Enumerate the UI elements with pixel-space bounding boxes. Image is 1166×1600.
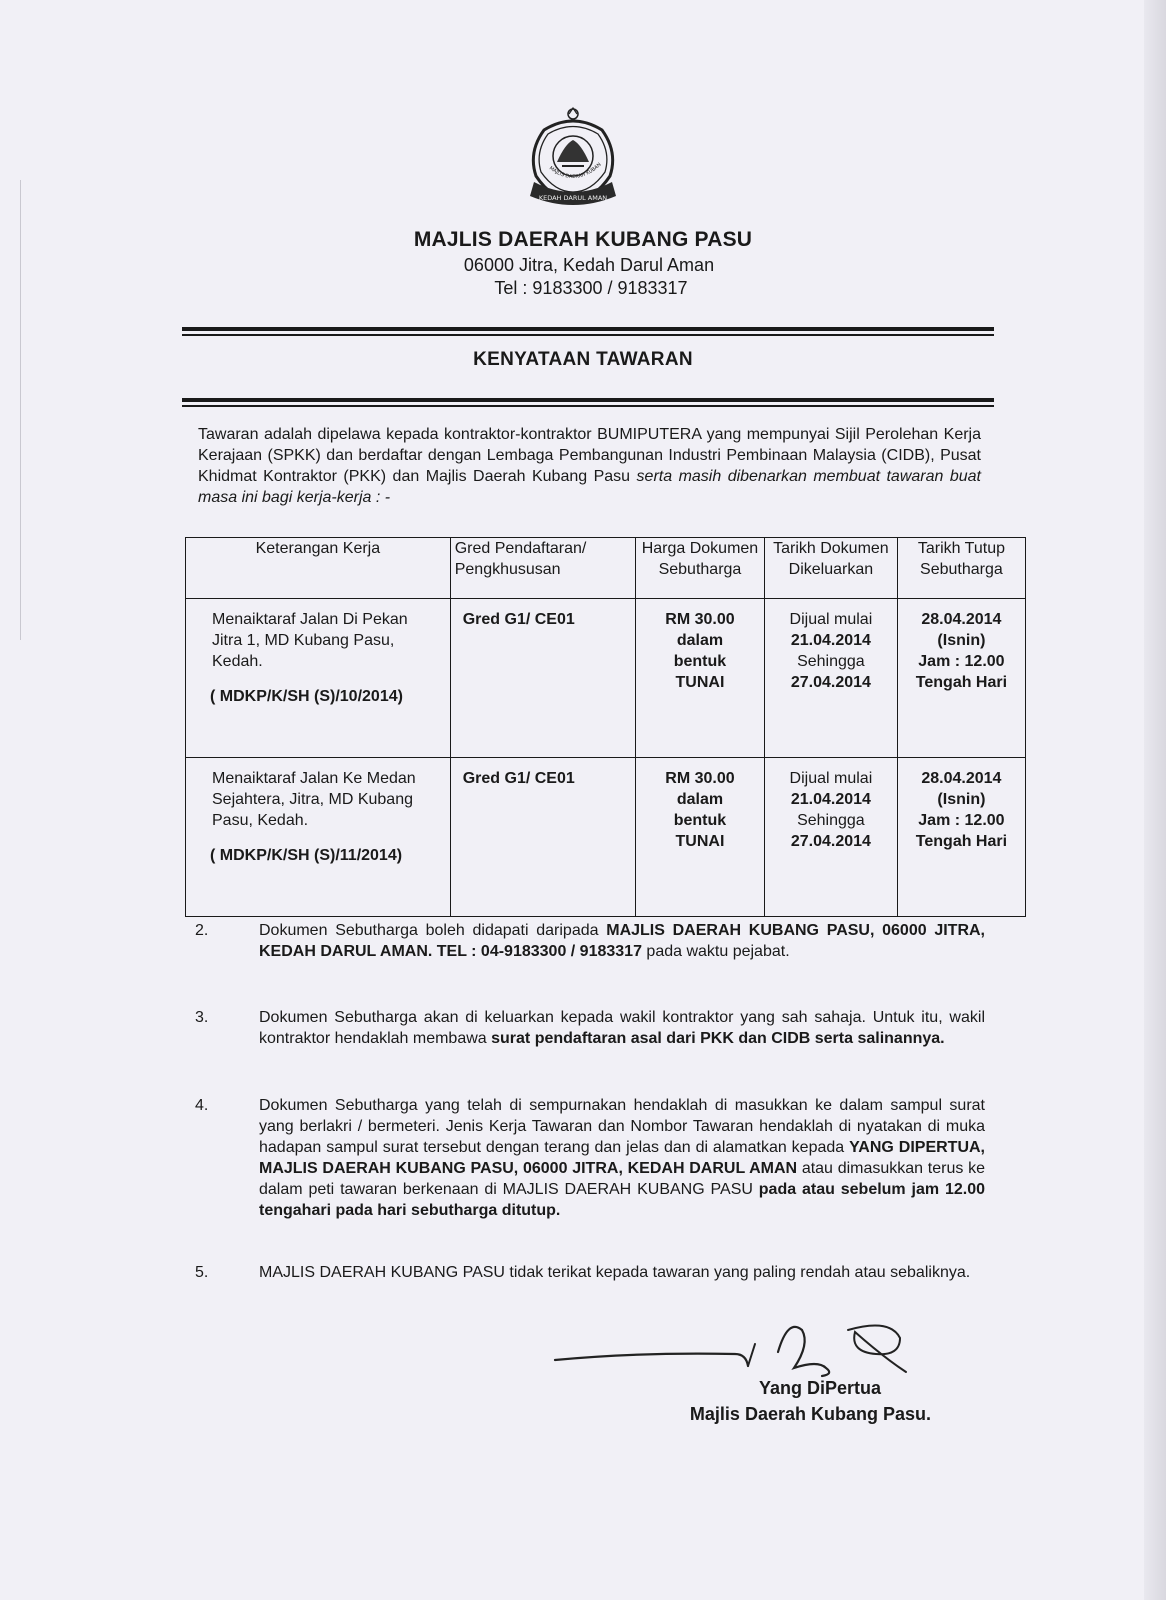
cell-grade: Gred G1/ CE01 <box>450 599 635 758</box>
table-row <box>186 599 1026 758</box>
paragraph-number: 4. <box>195 1097 209 1114</box>
cell-work <box>186 599 451 758</box>
price-amount: RM 30.00 <box>665 770 735 787</box>
paragraph-5 <box>195 1262 985 1283</box>
text-run-bold: surat pendaftaran asal dari PKK dan CIDB serta salinannya. <box>491 1030 945 1047</box>
cell-issue-date <box>764 758 897 917</box>
paragraph-number: 3. <box>195 1009 209 1026</box>
table-header-row <box>186 538 1026 599</box>
closing-period: Tengah Hari <box>915 674 1008 691</box>
price-line: bentuk <box>673 812 727 829</box>
paragraph-3 <box>195 1007 985 1049</box>
text-run: Dokumen Sebutharga yang telah di sempurnakan hendaklah di masukkan ke dalam sampul surat yang berlakri / bermeteri. Jenis Kerja Tawaran dan Nombor Tawaran hendaklah di nyatakan di muka hadapan sampul surat tersebut dengan terang dan jelas dan di alamatkan kepada <box>259 1097 985 1156</box>
divider-top-thick <box>182 327 994 331</box>
issue-until-label: Sehingga <box>797 653 865 670</box>
closing-day: (Isnin) <box>937 791 986 808</box>
cell-price <box>635 599 764 758</box>
paragraph-4 <box>195 1095 985 1221</box>
price-line: dalam <box>676 791 724 808</box>
issue-label: Dijual mulai <box>789 770 873 787</box>
table-row <box>186 758 1026 917</box>
issue-from-date: 21.04.2014 <box>790 632 871 649</box>
work-description: Menaiktaraf Jalan Ke Medan Sejahtera, Jitra, MD Kubang Pasu, Kedah. <box>212 770 416 829</box>
signatory-organization: Majlis Daerah Kubang Pasu. <box>689 1404 931 1424</box>
header-price: Harga Dokumen Sebutharga <box>635 538 764 599</box>
text-run-bold: pada atau sebelum jam 12.00 tengahari pada hari sebutharga ditutup. <box>259 1181 985 1219</box>
paragraph-text <box>259 920 985 962</box>
divider-bottom-thin <box>182 405 994 407</box>
organization-name: MAJLIS DAERAH KUBANG PASU <box>413 228 753 251</box>
paragraph-text <box>259 1095 985 1221</box>
header-issue-date: Tarikh Dokumen Dikeluarkan <box>764 538 897 599</box>
paragraph-number: 5. <box>195 1264 209 1281</box>
price-amount: RM 30.00 <box>665 611 735 628</box>
cell-closing-date <box>897 758 1025 917</box>
tender-table <box>185 537 1026 917</box>
intro-main-text: Tawaran adalah dipelawa kepada kontraktor-kontraktor BUMIPUTERA yang mempunyai Sijil Perolehan Kerja Kerajaan (SPKK) dan berdaftar dengan Lembaga Pembangunan Industri Pembinaan Malaysia (CIDB), Pusat Khidmat Kontraktor (PKK) dan Majlis Daerah Kubang Pasu <box>198 426 981 485</box>
issue-label: Dijual mulai <box>789 611 873 628</box>
paragraph-text <box>259 1007 985 1049</box>
text-run: atau dimasukkan terus ke dalam peti tawaran berkenaan di MAJLIS DAERAH KUBANG PASU <box>259 1160 985 1198</box>
header-work: Keterangan Kerja <box>186 538 451 599</box>
closing-time: Jam : 12.00 <box>918 653 1005 670</box>
price-line: dalam <box>676 632 724 649</box>
text-run-bold: YANG DIPERTUA, MAJLIS DAERAH KUBANG PASU, 06000 JITRA, KEDAH DARUL AMAN <box>259 1139 985 1177</box>
cell-work <box>186 758 451 917</box>
divider-bottom-thick <box>182 398 994 402</box>
text-run-bold: MAJLIS DAERAH KUBANG PASU, 06000 JITRA, KEDAH DARUL AMAN. TEL : 04-9183300 / 9183317 <box>259 922 985 960</box>
cell-grade: Gred G1/ CE01 <box>450 758 635 917</box>
cell-price <box>635 758 764 917</box>
text-run: Dokumen Sebutharga boleh didapati daripada <box>259 922 607 939</box>
closing-day: (Isnin) <box>937 632 986 649</box>
tender-reference: ( MDKP/K/SH (S)/10/2014) <box>210 688 403 705</box>
price-line: TUNAI <box>675 833 725 850</box>
divider-top-thin <box>182 334 994 336</box>
closing-time: Jam : 12.00 <box>918 812 1005 829</box>
closing-date: 28.04.2014 <box>921 770 1002 787</box>
text-run: pada waktu pejabat. <box>641 943 790 960</box>
cell-closing-date <box>897 599 1025 758</box>
seal-arc-text: MAJLIS DAERAH KUBAN <box>547 161 603 181</box>
issue-until-label: Sehingga <box>797 812 865 829</box>
header-closing-date: Tarikh Tutup Sebutharga <box>897 538 1025 599</box>
issue-from-date: 21.04.2014 <box>790 791 871 808</box>
intro-tail-text: serta masih dibenarkan membuat tawaran buat masa ini bagi kerja-kerja : - <box>198 468 982 506</box>
closing-date: 28.04.2014 <box>921 611 1002 628</box>
council-seal-logo <box>524 104 622 212</box>
paragraph-number: 2. <box>195 922 209 939</box>
header-grade: Gred Pendaftaran/ Pengkhususan <box>450 538 635 599</box>
intro-paragraph <box>198 424 981 508</box>
work-description: Menaiktaraf Jalan Di Pekan Jitra 1, MD Kubang Pasu, Kedah. <box>212 611 408 670</box>
paragraph-2 <box>195 920 985 962</box>
cell-issue-date <box>764 599 897 758</box>
signatory-title: Yang DiPertua <box>758 1378 881 1398</box>
text-run: Dokumen Sebutharga akan di keluarkan kepada wakil kontraktor yang sah sahaja. Untuk itu, wakil kontraktor hendaklah membawa <box>259 1009 985 1047</box>
price-line: bentuk <box>673 653 727 670</box>
seal-banner-text: KEDAH DARUL AMAN <box>538 194 608 202</box>
issue-to-date: 27.04.2014 <box>790 833 871 850</box>
organization-address: 06000 Jitra, Kedah Darul Aman <box>463 255 715 275</box>
issue-to-date: 27.04.2014 <box>790 674 871 691</box>
document-title: KENYATAAN TAWARAN <box>473 349 693 370</box>
tender-reference: ( MDKP/K/SH (S)/11/2014) <box>210 847 403 864</box>
organization-telephone: Tel : 9183300 / 9183317 <box>494 278 688 298</box>
paragraph-text: MAJLIS DAERAH KUBANG PASU tidak terikat kepada tawaran yang paling rendah atau sebaliknya. <box>259 1264 971 1281</box>
closing-period: Tengah Hari <box>915 833 1008 850</box>
price-line: TUNAI <box>675 674 725 691</box>
